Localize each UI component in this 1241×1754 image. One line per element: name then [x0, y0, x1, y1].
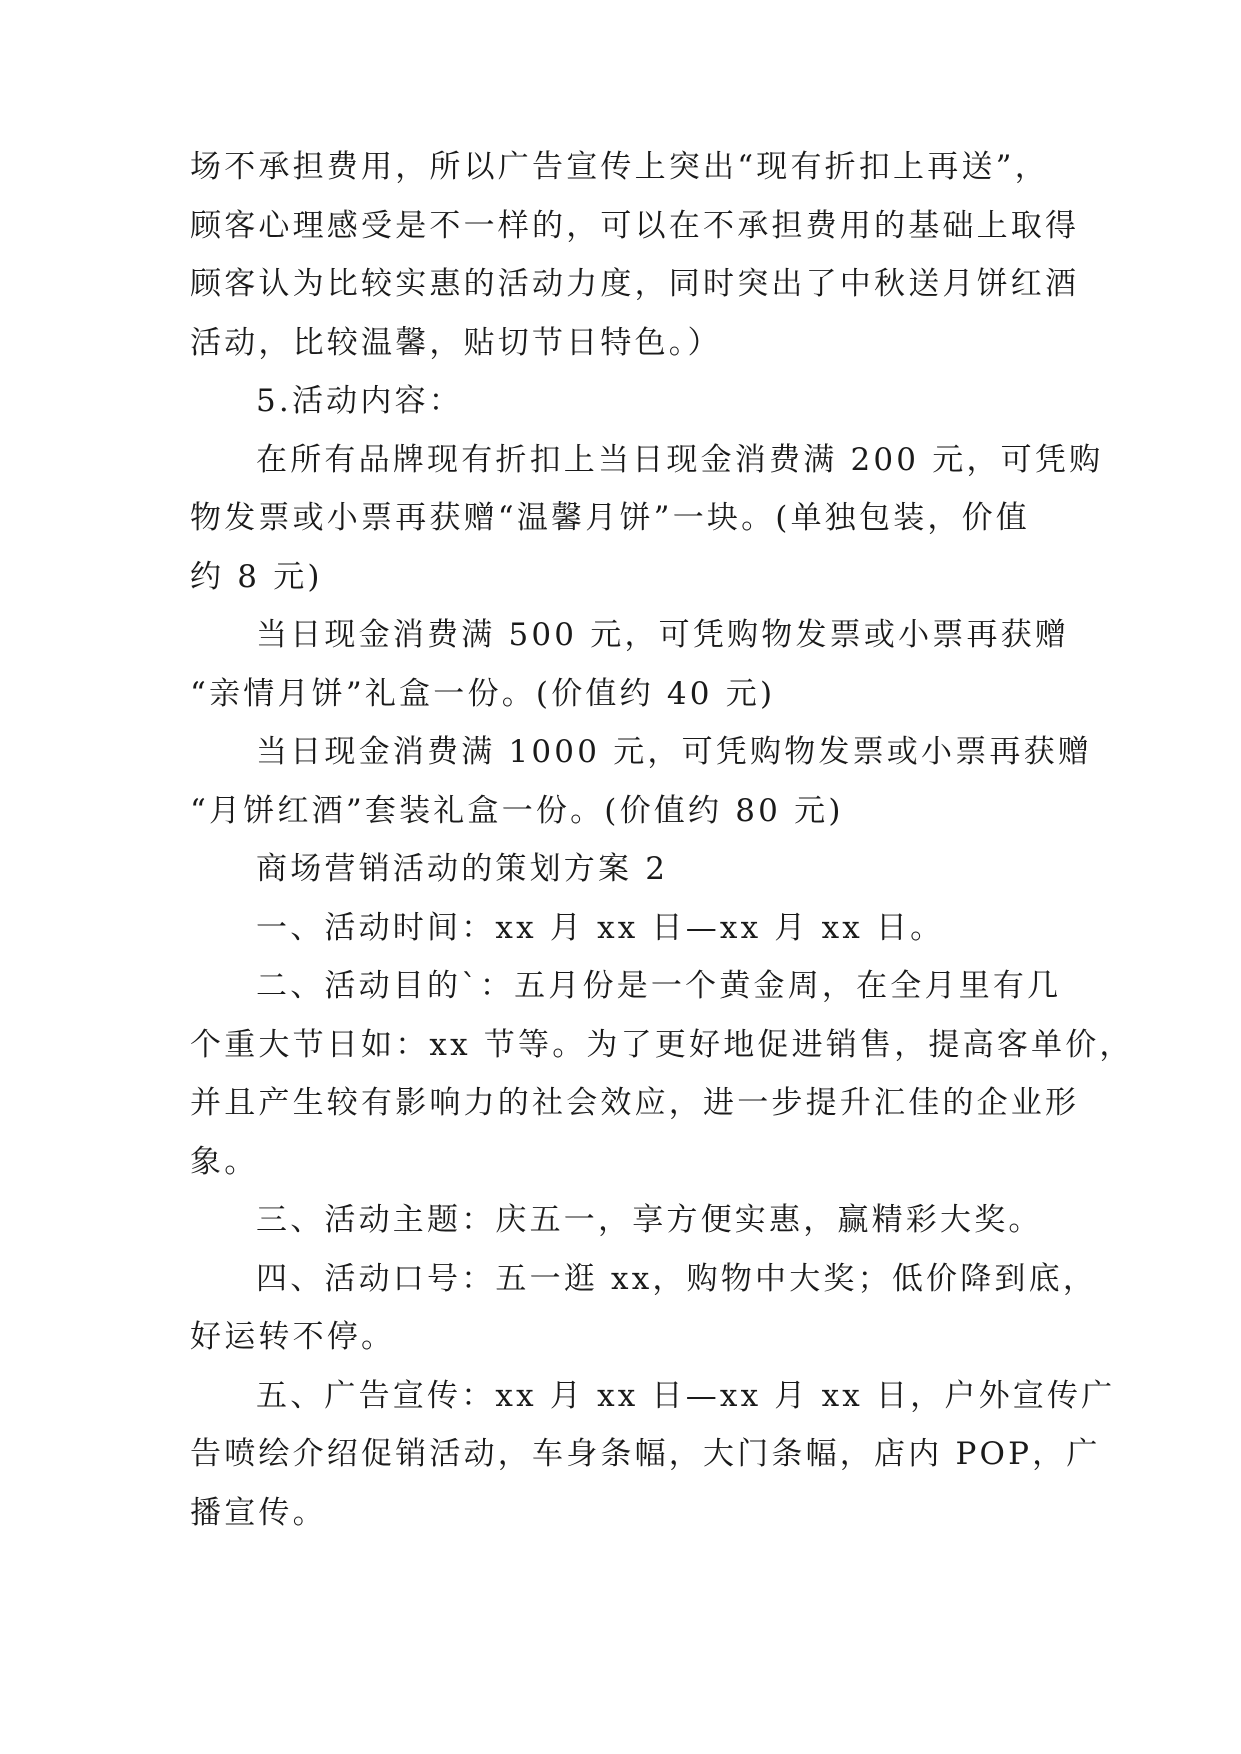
text-line: 播宣传。: [190, 1494, 327, 1531]
plan-title: 商场营销活动的策划方案 2: [256, 851, 669, 887]
text-line: 三、活动主题：庆五一，享方便实惠，赢精彩大奖。: [256, 1202, 1043, 1238]
text-line: 五、广告宣传：xx 月 xx 日—xx 月 xx 日，户外宣传广: [256, 1377, 1116, 1414]
document-body: [190, 138, 1134, 1542]
text-line: “亲情月饼”礼盒一份。(价值约 40 元): [190, 675, 776, 712]
text-line: 物发票或小票再获赠“温馨月饼”一块。(单独包装，价值: [190, 500, 1030, 536]
text-line: 当日现金消费满 500 元，可凭购物发票或小票再获赠: [256, 617, 1070, 653]
text-line: 约 8 元): [190, 558, 323, 595]
text-line: 个重大节日如：xx 节等。为了更好地促进销售，提高客单价，: [190, 1026, 1134, 1063]
text-line: 顾客心理感受是不一样的，可以在不承担费用的基础上取得: [190, 207, 1080, 244]
text-line: “月饼红酒”套装礼盒一份。(价值约 80 元): [190, 792, 844, 829]
text-line: 在所有品牌现有折扣上当日现金消费满 200 元，可凭购: [256, 441, 1104, 478]
text-line: 并且产生较有影响力的社会效应，进一步提升汇佳的企业形: [190, 1085, 1080, 1121]
text-line: 场不承担费用，所以广告宣传上突出“现有折扣上再送”，: [190, 149, 1049, 185]
text-line: 告喷绘介绍促销活动，车身条幅，大门条幅，店内 POP，广: [190, 1436, 1101, 1472]
text-line: 象。: [190, 1143, 259, 1180]
text-line: 一、活动时间：xx 月 xx 日—xx 月 xx 日。: [256, 909, 945, 946]
text-line: 当日现金消费满 1000 元，可凭购物发票或小票再获赠: [256, 734, 1092, 770]
section-heading: 5.活动内容：: [256, 383, 463, 419]
text-line: 活动，比较温馨，贴切节日特色。）: [190, 324, 722, 361]
text-line: 顾客认为比较实惠的活动力度，同时突出了中秋送月饼红酒: [190, 266, 1080, 302]
text-line: 四、活动口号：五一逛 xx，购物中大奖；低价降到底，: [256, 1260, 1098, 1297]
text-line: 二、活动目的`：五月份是一个黄金周，在全月里有几: [256, 968, 1062, 1004]
text-line: 好运转不停。: [190, 1319, 396, 1355]
